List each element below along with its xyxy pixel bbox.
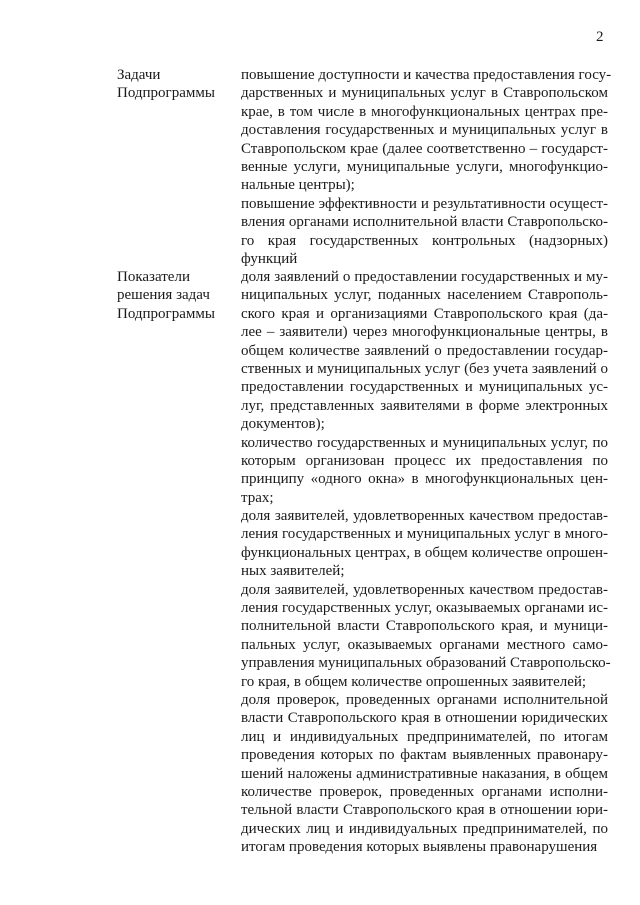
paragraph — [241, 268, 608, 434]
text-line: ниципальных услуг, поданных населением Ставрополь- — [241, 287, 608, 304]
text-line: нальные центры); — [241, 177, 355, 194]
paragraph — [241, 434, 608, 508]
indicators-content — [241, 268, 611, 857]
text-line: доставления государственных и муниципальных услуг в — [241, 122, 608, 139]
text-line: тельной власти Ставропольского края в отношении юри- — [241, 802, 608, 819]
text-line: дарственных и муниципальных услуг в Ставропольском — [241, 85, 608, 102]
text-line: количестве проверок, проведенных органами исполни- — [241, 783, 608, 800]
text-line: итогам проведения которых выявлены правонарушения — [241, 839, 598, 856]
text-line: го края, в общем количестве опрошенных заявителей; — [241, 673, 587, 690]
text-line: ского края и организациями Ставропольского края (да- — [241, 305, 608, 322]
tasks-label: Задачи Подпрограммы — [117, 67, 215, 102]
text-line: полнительной власти Ставропольского края, и муници- — [241, 618, 608, 635]
paragraph — [241, 507, 608, 581]
text-line: функций — [241, 250, 298, 267]
text-line: повышение эффективности и результативности осущест- — [241, 195, 608, 212]
paragraph — [241, 691, 608, 857]
paragraph — [241, 66, 612, 195]
text-line: общем количестве заявлений о предоставлении государ- — [241, 342, 608, 359]
text-line: венные услуги, муниципальные услуги, многофункцио- — [241, 158, 608, 175]
text-line: управления муниципальных образований Ставропольско- — [241, 655, 611, 672]
text-line: количество государственных и муниципальных услуг, по — [241, 434, 608, 451]
text-line: функциональных центрах, в общем количестве опрошен- — [241, 544, 608, 561]
text-line: Ставропольском крае (далее соответственно – государст- — [241, 140, 608, 157]
text-line: доля заявителей, удовлетворенных качеством предостав- — [241, 508, 608, 525]
text-line: крае, в том числе в многофункциональных центрах пре- — [241, 103, 608, 120]
text-line: предоставлении государственных и муниципальных ус- — [241, 379, 608, 396]
text-line: ления государственных и муниципальных услуг в много- — [241, 526, 608, 543]
text-line: доля проверок, проведенных органами исполнительной — [241, 691, 608, 708]
text-line: шений наложены административные наказания, в общем — [241, 765, 608, 782]
text-line: которым организован процесс их предоставления по — [241, 452, 608, 469]
text-line: лиц и индивидуальных предпринимателей, по итогам — [241, 728, 608, 745]
text-line: проведения которых по фактам выявленных правонару- — [241, 747, 608, 764]
text-line: ных заявителей; — [241, 563, 345, 580]
text-line: го края государственных контрольных (надзорных) — [241, 232, 608, 249]
text-line: дических лиц и индивидуальных предпринимателей, по — [241, 820, 608, 837]
text-line: власти Ставропольского края в отношении юридических — [241, 710, 608, 727]
indicators-label: Показатели решения задач Подпрограммы — [117, 269, 215, 322]
text-line: ственных и муниципальных услуг (без учета заявлений о — [241, 360, 608, 377]
tasks-content — [241, 66, 612, 268]
text-line: документов); — [241, 416, 325, 433]
text-line: пальных услуг, оказываемых органами местного само- — [241, 636, 608, 653]
text-line: лее – заявители) через многофункциональные центры, в — [241, 324, 608, 341]
text-line: повышение доступности и качества предоставления госу- — [241, 67, 612, 83]
text-line: вления органами исполнительной власти Ставропольско- — [241, 214, 608, 231]
text-line: доля заявлений о предоставлении государственных и му- — [241, 269, 608, 285]
text-line: принципу «одного окна» в многофункциональных цен- — [241, 471, 608, 488]
text-line: луг, представленных заявителями в форме электронных — [241, 397, 608, 414]
paragraph — [241, 581, 611, 691]
text-line: ления государственных услуг, оказываемых органами ис- — [241, 600, 608, 617]
text-line: доля заявителей, удовлетворенных качеством предостав- — [241, 581, 608, 598]
paragraph — [241, 195, 608, 269]
text-line: трах; — [241, 489, 274, 506]
page-number: 2 — [596, 29, 604, 45]
